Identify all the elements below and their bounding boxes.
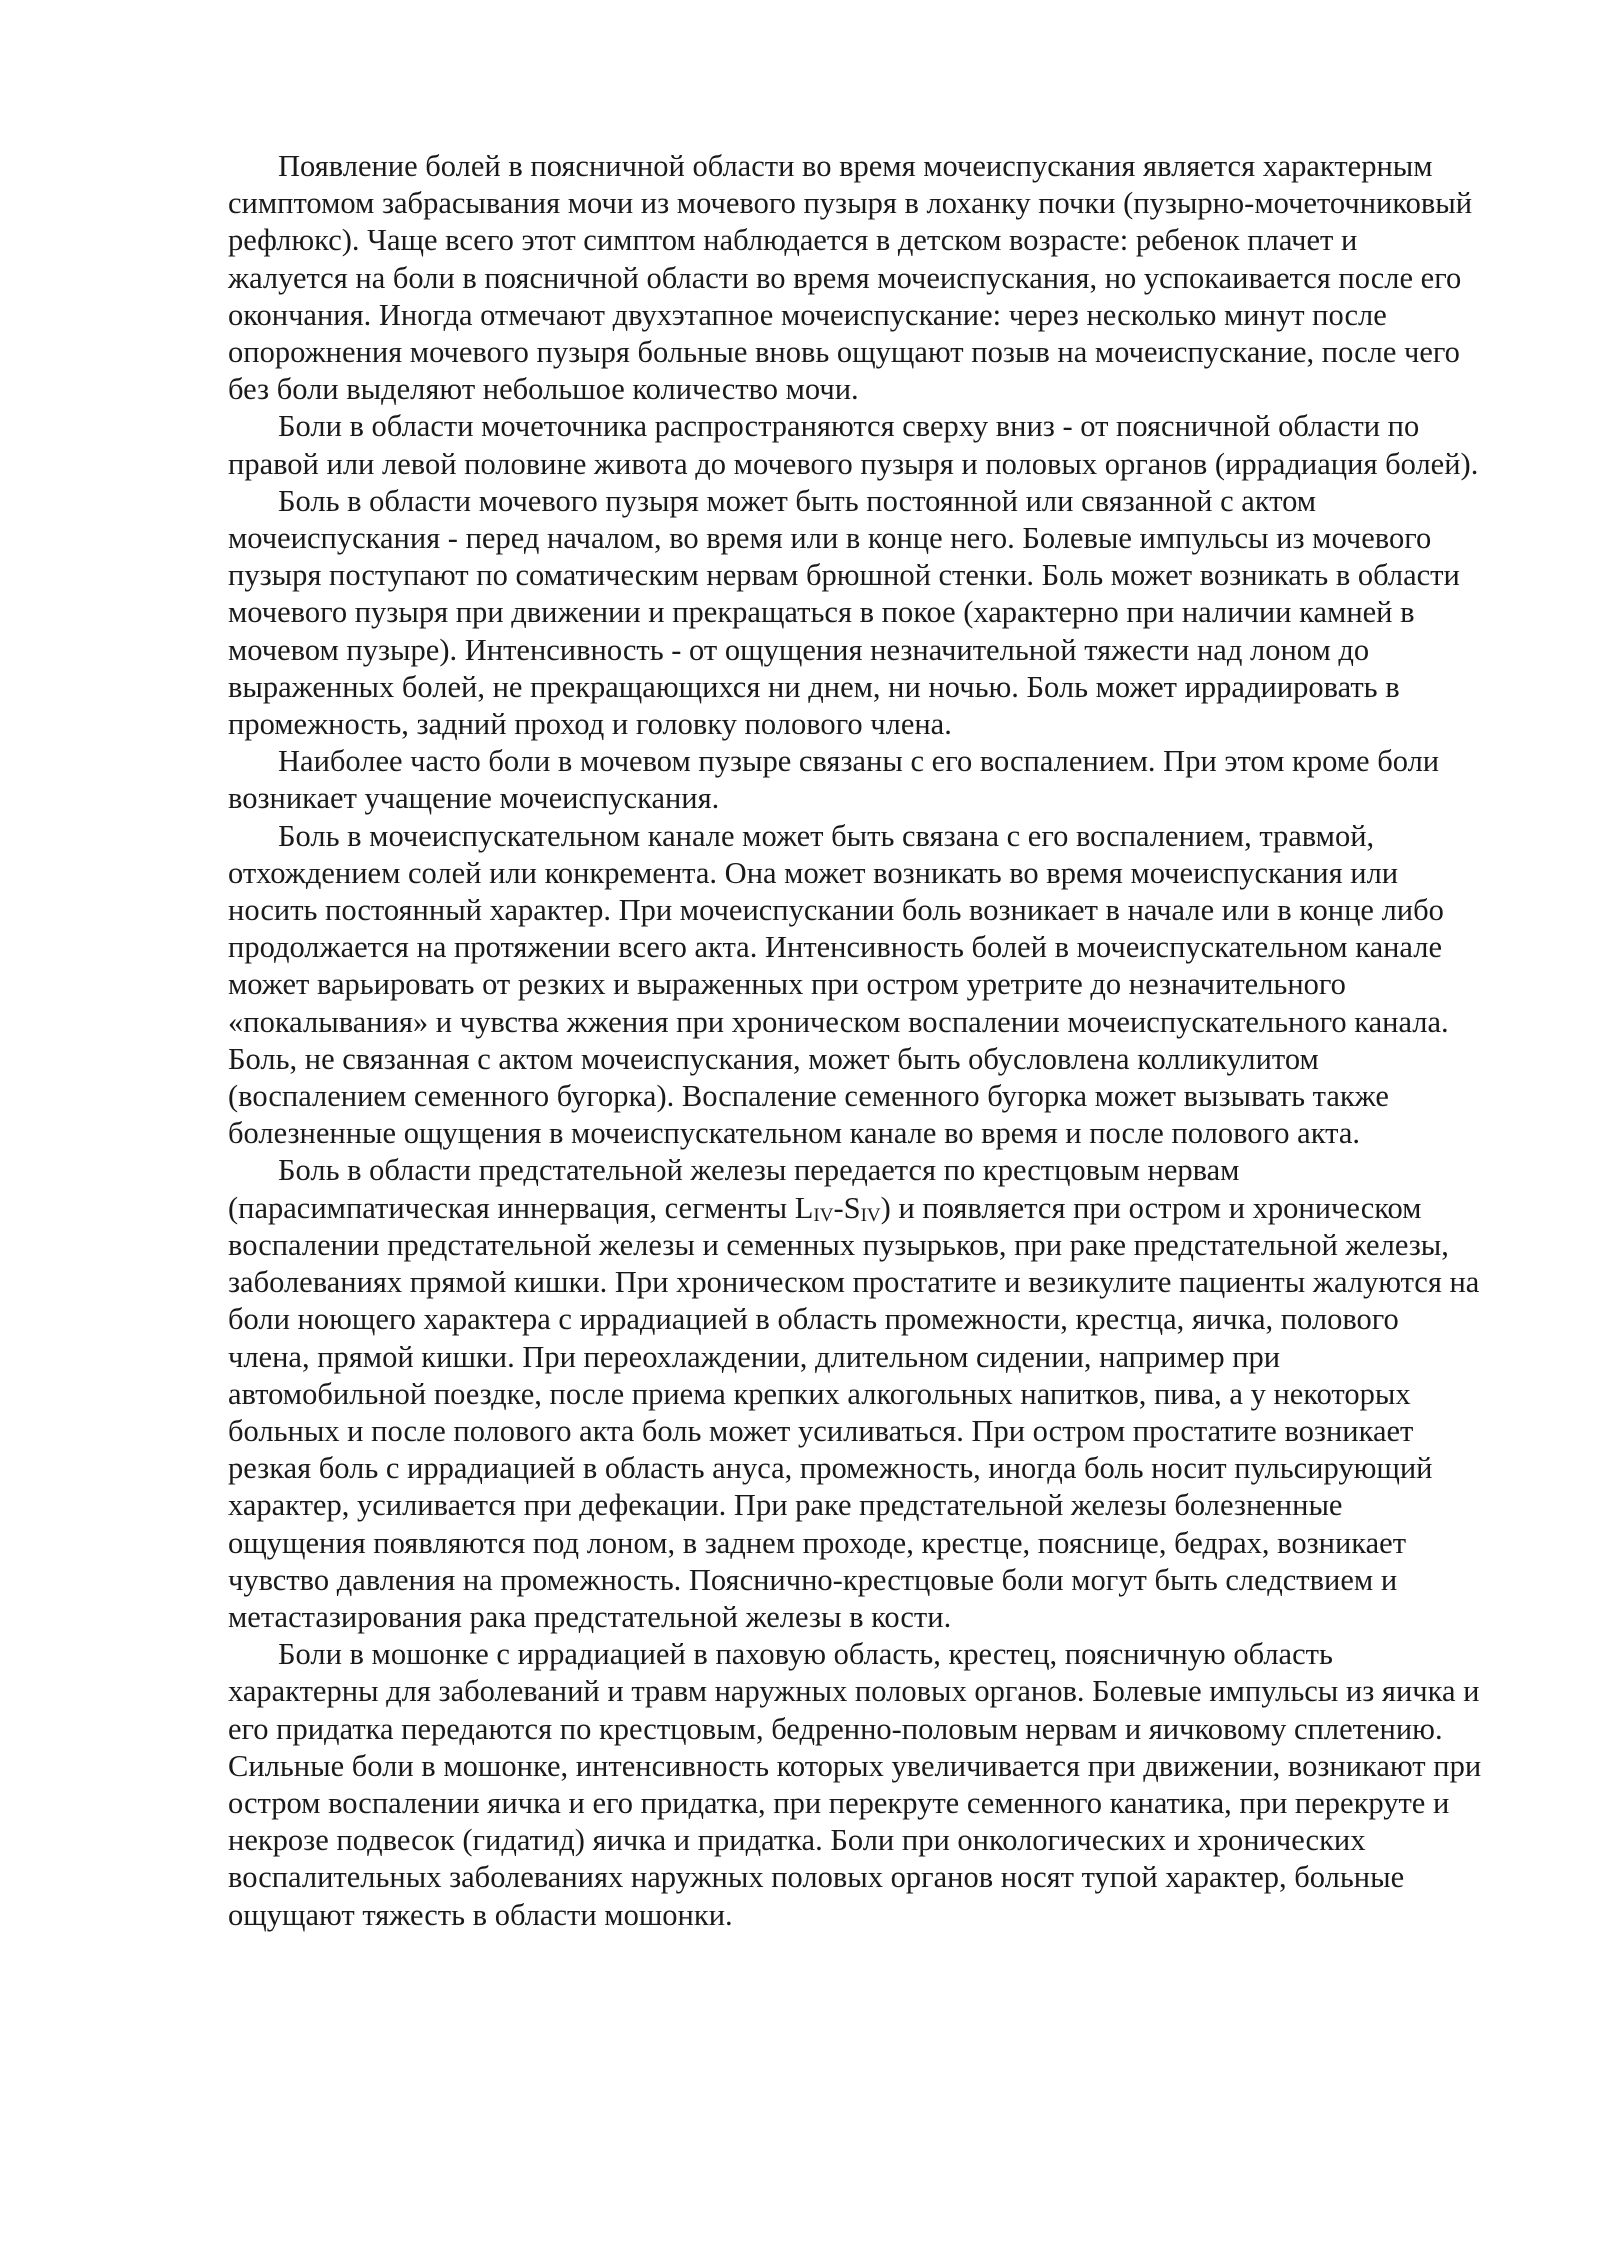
document-page bbox=[228, 148, 1482, 1934]
segment-subscript-l: IV bbox=[813, 1204, 834, 1226]
prostate-text-start: Боль в области предстательной железы передается по крестцовым нервам (парасимпатическая иннервация, сегменты L bbox=[228, 1153, 1240, 1225]
segment-subscript-s: IV bbox=[860, 1204, 881, 1226]
paragraph-urethra-pain: Боль в мочеиспускательном канале может быть связана с его воспалением, травмой, отхождением солей или конкремента. Она может возникать во время мочеиспускания или носить постоянный характер. При мочеиспускании боль возникает в начале или в конце либо продолжается на протяжении всего акта. Интенсивность болей в мочеиспускательном канале может варьировать от резких и выраженных при остром уретрите до незначительного «покалывания» и чувства жжения при хроническом воспалении мочеиспускательного канала. Боль, не связанная с актом мочеиспускания, может быть обусловлена колликулитом (воспалением семенного бугорка). Воспаление семенного бугорка может вызывать также болезненные ощущения в мочеиспускательном канале во время и после полового акта. bbox=[228, 818, 1449, 1151]
paragraph-scrotum-pain: Боли в мошонке с иррадиацией в паховую область, крестец, поясничную область характерны для заболеваний и травм наружных половых органов. Болевые импульсы из яичка и его придатка передаются по крестцовым, бедренно-половым нервам и яичковому сплетению. Сильные боли в мошонке, интенсивность которых увеличивается при движении, возникают при остром воспалении яичка и его придатка, при перекруте семенного канатика, при перекруте и некрозе подвесок (гидатид) яичка и придатка. Боли при онкологических и хронических воспалительных заболеваниях наружных половых органов носят тупой характер, больные ощущают тяжесть в области мошонки. bbox=[228, 1637, 1482, 1932]
paragraph-bladder-inflammation: Наиболее часто боли в мочевом пузыре связаны с его воспалением. При этом кроме боли возникает учащение мочеиспускания. bbox=[228, 744, 1440, 816]
paragraph-ureter-pain: Боли в области мочеточника распространяются сверху вниз - от поясничной области по правой или левой половине живота до мочевого пузыря и половых органов (иррадиация болей). bbox=[228, 409, 1479, 481]
prostate-text-mid: -S bbox=[833, 1190, 861, 1225]
prostate-text-end: ) и появляется при остром и хроническом воспалении предстательной железы и семенных пузырьков, при раке предстательной железы, заболеваниях прямой кишки. При хроническом простатите и везикулите пациенты жалуются на боли ноющего характера с иррадиацией в область промежности, крестца, яичка, полового члена, прямой кишки. При переохлаждении, длительном сидении, например при автомобильной поездке, после приема крепких алкогольных напитков, пива, а у некоторых больных и после полового акта боль может усиливаться. При остром простатите возникает резкая боль с иррадиацией в область ануса, промежность, иногда боль носит пульсирующий характер, усиливается при дефекации. При раке предстательной железы болезненные ощущения появляются под лоном, в заднем проходе, крестце, пояснице, бедрах, возникает чувство давления на промежность. Пояснично-крестцовые боли могут быть следствием и метастазирования рака предстательной железы в кости. bbox=[228, 1190, 1480, 1634]
paragraph-prostate-pain bbox=[228, 1152, 1482, 1636]
paragraph-bladder-pain: Боль в области мочевого пузыря может быть постоянной или связанной с актом мочеиспускания - перед началом, во время или в конце него. Болевые импульсы из мочевого пузыря поступают по соматическим нервам брюшной стенки. Боль может возникать в области мочевого пузыря при движении и прекращаться в покое (характерно при наличии камней в мочевом пузыре). Интенсивность - от ощущения незначительной тяжести над лоном до выраженных болей, не прекращающихся ни днем, ни ночью. Боль может иррадиировать в промежность, задний проход и головку полового члена. bbox=[228, 483, 1460, 742]
paragraph-lumbar-pain: Появление болей в поясничной области во время мочеиспускания является характерным симптомом забрасывания мочи из мочевого пузыря в лоханку почки (пузырно-мочеточниковый рефлюкс). Чаще всего этот симптом наблюдается в детском возрасте: ребенок плачет и жалуется на боли в поясничной области во время мочеиспускания, но успокаивается после его окончания. Иногда отмечают двухэтапное мочеиспускание: через несколько минут после опорожнения мочевого пузыря больные вновь ощущают позыв на мочеиспускание, после чего без боли выделяют небольшое количество мочи. bbox=[228, 149, 1473, 407]
